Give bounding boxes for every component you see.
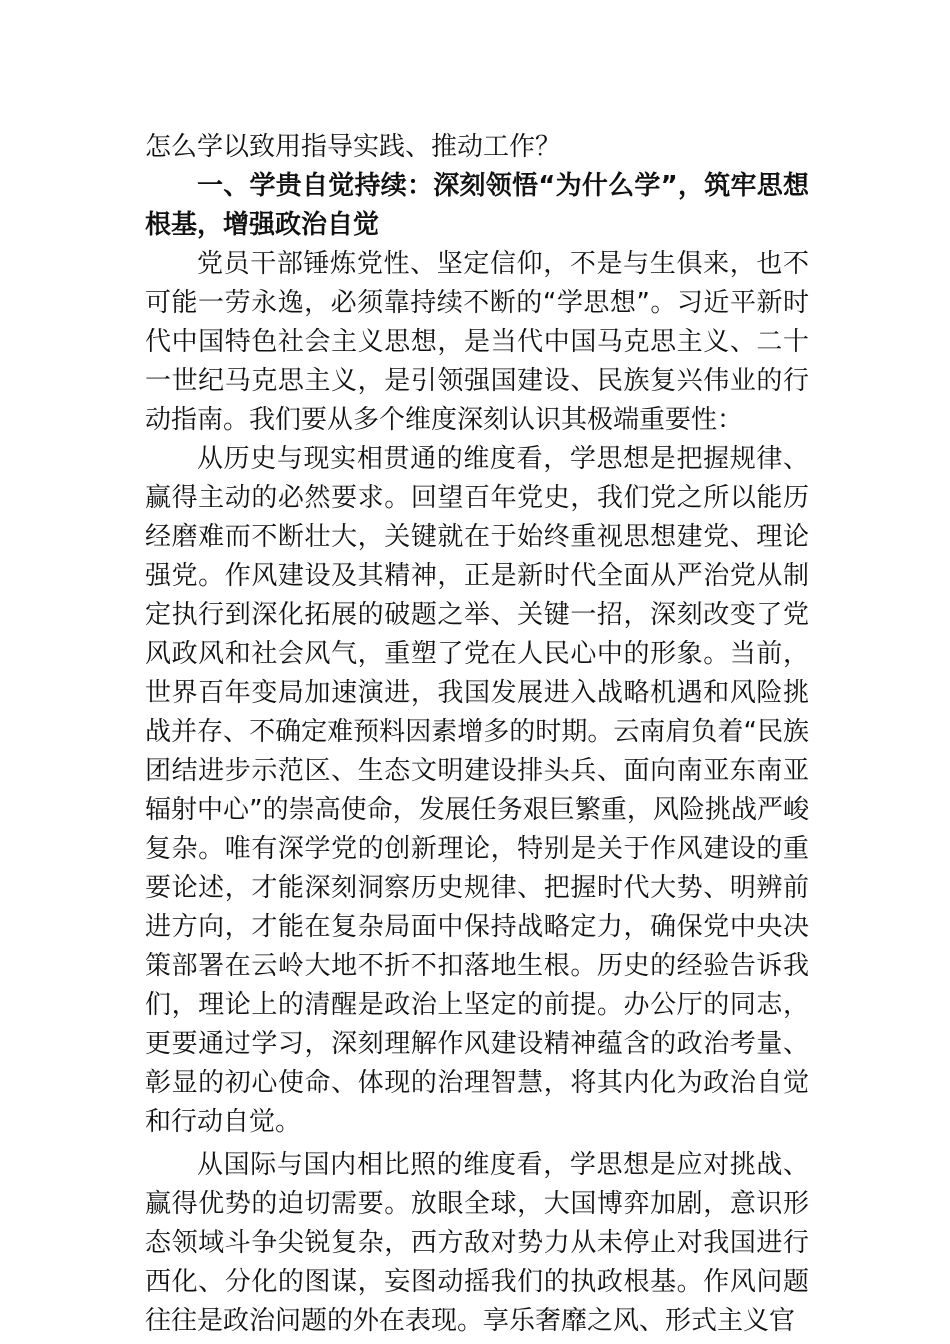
document-body: [145, 128, 809, 1341]
section-heading-1: 一、学贵自觉持续：深刻领悟“为什么学”，筑牢思想根基，增强政治自觉: [145, 171, 809, 240]
body-paragraph: 从国际与国内相比照的维度看，学思想是应对挑战、赢得优势的迫切需要。放眼全球，大国博弈加剧，意识形态领域斗争尖锐复杂，西方敌对势力从未停止对我国进行西化、分化的图谋，妄图动摇我们的执政根基。作风问题往往是政治问题的外在表现。享乐奢靡之风、形式主义官: [145, 1150, 809, 1336]
body-paragraph: 党员干部锤炼党性、坚定信仰，不是与生俱来，也不可能一劳永逸，必须靠持续不断的“学思想”。习近平新时代中国特色社会主义思想，是当代中国马克思主义、二十一世纪马克思主义，是引领强国建设、民族复兴伟业的行动指南。我们要从多个维度深刻认识其极端重要性：: [145, 249, 809, 435]
intro-question-line: 怎么学以致用指导实践、推动工作？: [145, 132, 562, 162]
body-paragraph: 从历史与现实相贯通的维度看，学思想是把握规律、赢得主动的必然要求。回望百年党史，我们党之所以能历经磨难而不断壮大，关键就在于始终重视思想建党、理论强党。作风建设及其精神，正是新时代全面从严治党从制定执行到深化拓展的破题之举、关键一招，深刻改变了党风政风和社会风气，重塑了党在人民心中的形象。当前，世界百年变局加速演进，我国发展进入战略机遇和风险挑战并存、不确定难预料因素增多的时期。云南肩负着“民族团结进步示范区、生态文明建设排头兵、面向南亚东南亚辐射中心”的崇高使命，发展任务艰巨繁重，风险挑战严峻复杂。唯有深学党的创新理论，特别是关于作风建设的重要论述，才能深刻洞察历史规律、把握时代大势、明辨前进方向，才能在复杂局面中保持战略定力，确保党中央决策部署在云岭大地不折不扣落地生根。历史的经验告诉我们，理论上的清醒是政治上坚定的前提。办公厅的同志，更要通过学习，深刻理解作风建设精神蕴含的政治考量、彰显的初心使命、体现的治理智慧，将其内化为政治自觉和行动自觉。: [145, 444, 809, 1137]
